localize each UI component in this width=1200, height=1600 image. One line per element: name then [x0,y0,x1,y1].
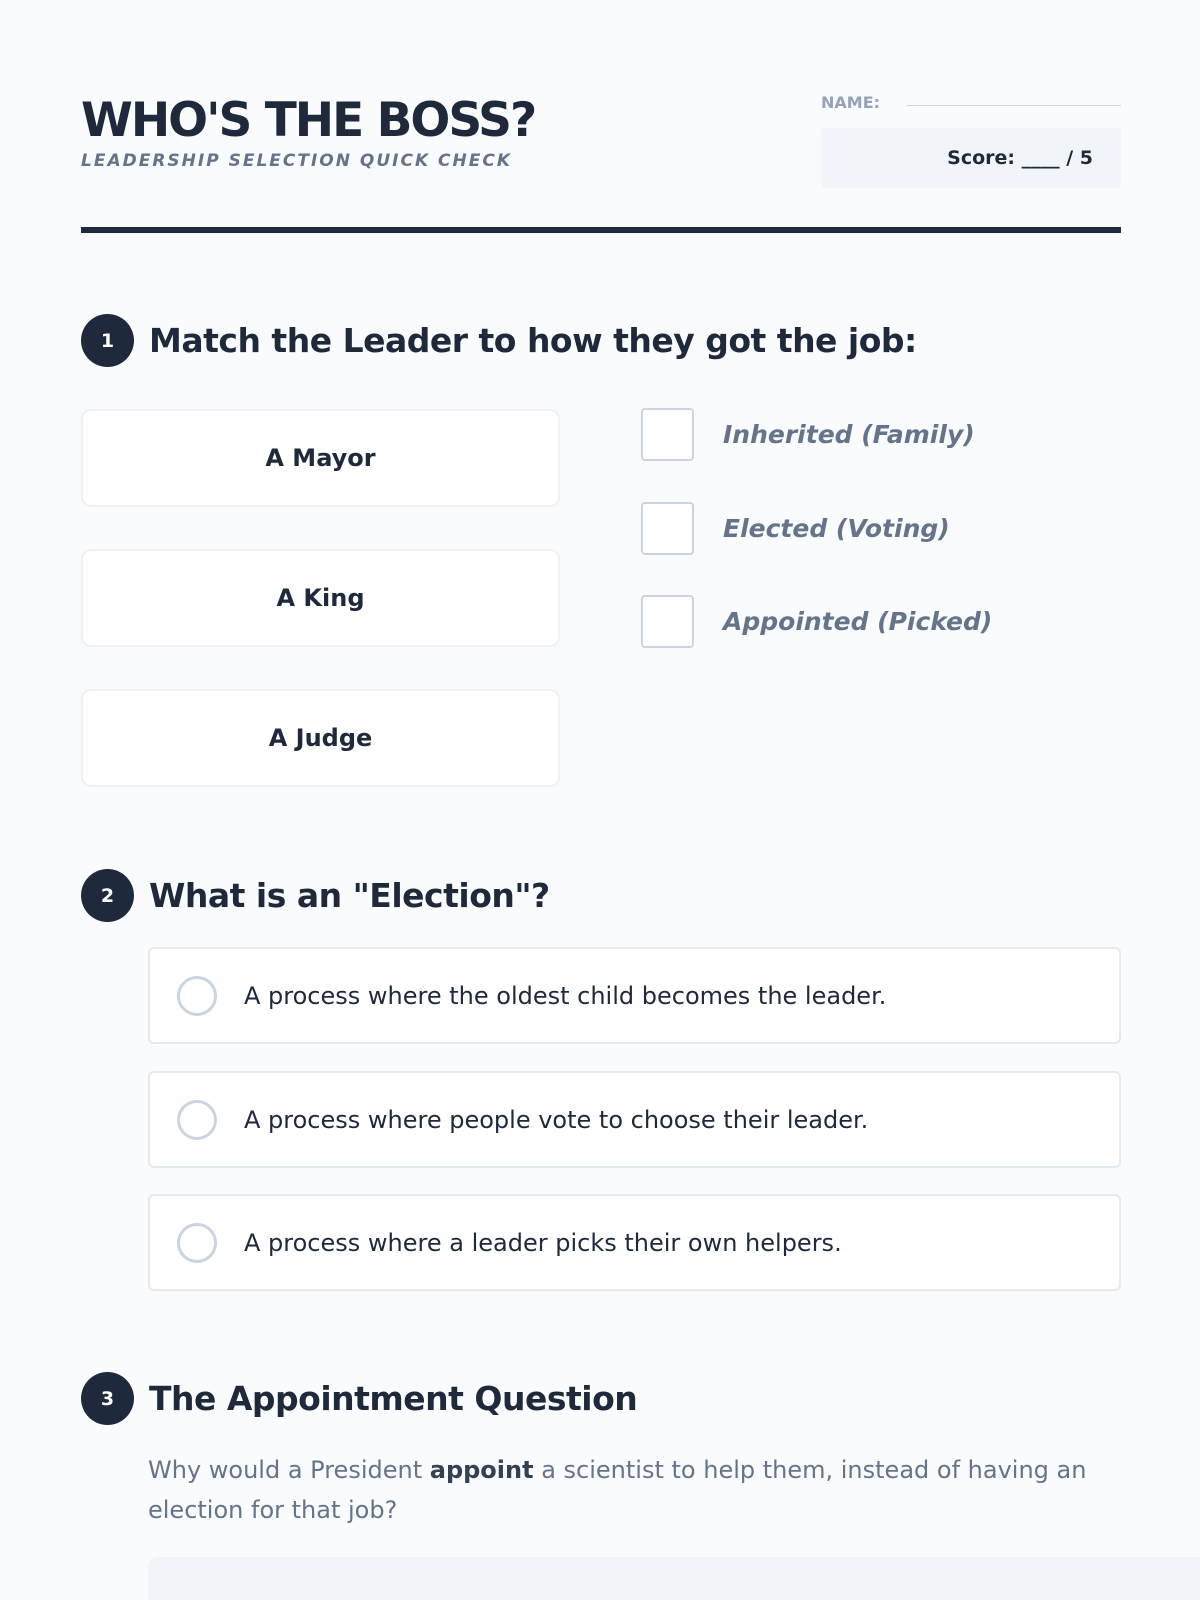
leader-card-king[interactable] [81,549,560,647]
answer-checkbox[interactable] [641,408,694,461]
answer-option-b[interactable] [148,1071,1121,1168]
prompt-text: a scientist to help them, instead of having an election for that job? [148,1456,1087,1524]
leader-label: A Mayor [265,444,376,472]
radio-button[interactable] [177,976,217,1016]
question-title: The Appointment Question [149,1379,638,1418]
question-number-badge: 3 [81,1372,134,1425]
radio-button[interactable] [177,1100,217,1140]
match-option-elected [641,502,950,555]
match-option-appointed [641,595,992,648]
page-title: WHO'S THE BOSS? [81,93,536,148]
worksheet-header [81,93,1121,233]
match-option-inherited [641,408,975,461]
name-label: NAME: [821,93,881,112]
question-1-heading [81,314,917,367]
option-text: A process where a leader picks their own helpers. [244,1228,842,1257]
option-text: A process where people vote to choose their leader. [244,1105,869,1134]
question-2-heading [81,869,550,922]
radio-button[interactable] [177,1223,217,1263]
leader-label: A King [276,584,365,612]
match-label: Appointed (Picked) [723,607,993,636]
question-number-badge: 2 [81,869,134,922]
score-box [821,128,1121,188]
header-divider [81,227,1121,233]
prompt-text: Why would a President [148,1456,430,1484]
leader-card-judge[interactable] [81,689,560,787]
name-field[interactable] [907,105,1121,106]
match-label: Elected (Voting) [723,514,950,543]
answer-option-a[interactable] [148,947,1121,1044]
page-subtitle: LEADERSHIP SELECTION QUICK CHECK [81,151,513,171]
prompt-keyword: appoint [429,1456,534,1484]
written-answer-area[interactable] [148,1557,1200,1600]
match-label: Inherited (Family) [723,420,975,449]
answer-checkbox[interactable] [641,502,694,555]
score-label: Score: ____ / 5 [947,147,1093,169]
question-title: What is an "Election"? [149,876,550,915]
option-text: A process where the oldest child becomes the leader. [244,981,887,1010]
leader-label: A Judge [268,724,373,752]
leader-card-mayor[interactable] [81,409,560,507]
question-number-badge: 1 [81,314,134,367]
question-3-heading [81,1372,637,1425]
question-title: Match the Leader to how they got the job: [149,321,917,360]
question-prompt [148,1450,1108,1530]
answer-option-c[interactable] [148,1194,1121,1291]
answer-checkbox[interactable] [641,595,694,648]
